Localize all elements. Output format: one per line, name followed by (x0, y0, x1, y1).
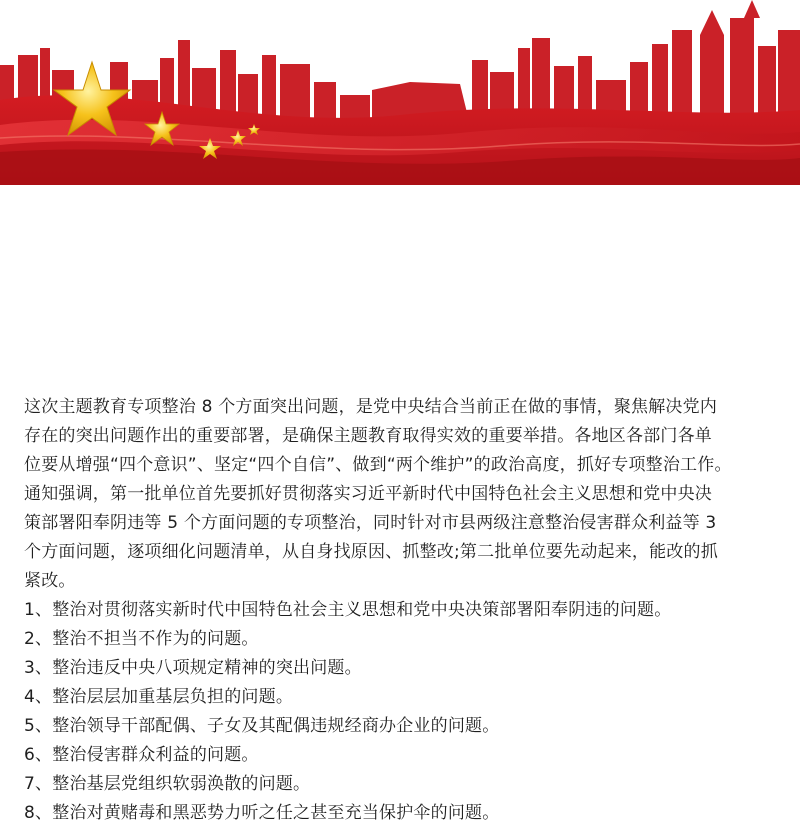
list-item: 1、整治对贯彻落实新时代中国特色社会主义思想和党中央决策部署阳奉阴违的问题。 (24, 600, 672, 620)
intro-line: 紧改。 (24, 571, 76, 591)
list-item: 2、整治不担当不作为的问题。 (24, 629, 259, 649)
list-item: 8、整治对黄赌毒和黑恶势力听之任之甚至充当保护伞的问题。 (24, 803, 500, 823)
intro-paragraph (24, 393, 780, 596)
intro-line: 通知强调，第一批单位首先要抓好贯彻落实习近平新时代中国特色社会主义思想和党中央决 (24, 484, 712, 504)
list-item: 7、整治基层党组织软弱涣散的问题。 (24, 774, 311, 794)
intro-line: 存在的突出问题作出的重要部署，是确保主题教育取得实效的重要举措。各地区各部门各单 (24, 426, 712, 446)
rectification-list (24, 596, 780, 828)
list-item: 3、整治违反中央八项规定精神的突出问题。 (24, 658, 362, 678)
intro-line: 这次主题教育专项整治 8 个方面突出问题，是党中央结合当前正在做的事情，聚焦解决党内 (24, 397, 718, 417)
list-item: 4、整治层层加重基层负担的问题。 (24, 687, 294, 707)
list-item: 6、整治侵害群众利益的问题。 (24, 745, 259, 765)
header-banner (0, 0, 800, 185)
intro-line: 策部署阳奉阴违等 5 个方面问题的专项整治，同时针对市县两级注意整治侵害群众利益等 3 (24, 513, 717, 533)
intro-line: 个方面问题，逐项细化问题清单，从自身找原因、抓整改;第二批单位要先动起来，能改的抓 (24, 542, 718, 562)
list-item: 5、整治领导干部配偶、子女及其配偶违规经商办企业的问题。 (24, 716, 500, 736)
intro-line: 位要从增强“四个意识”、坚定“四个自信”、做到“两个维护”的政治高度，抓好专项整治工作。 (24, 455, 732, 475)
article-body (24, 393, 780, 828)
skyline-banner-graphic (0, 0, 800, 185)
